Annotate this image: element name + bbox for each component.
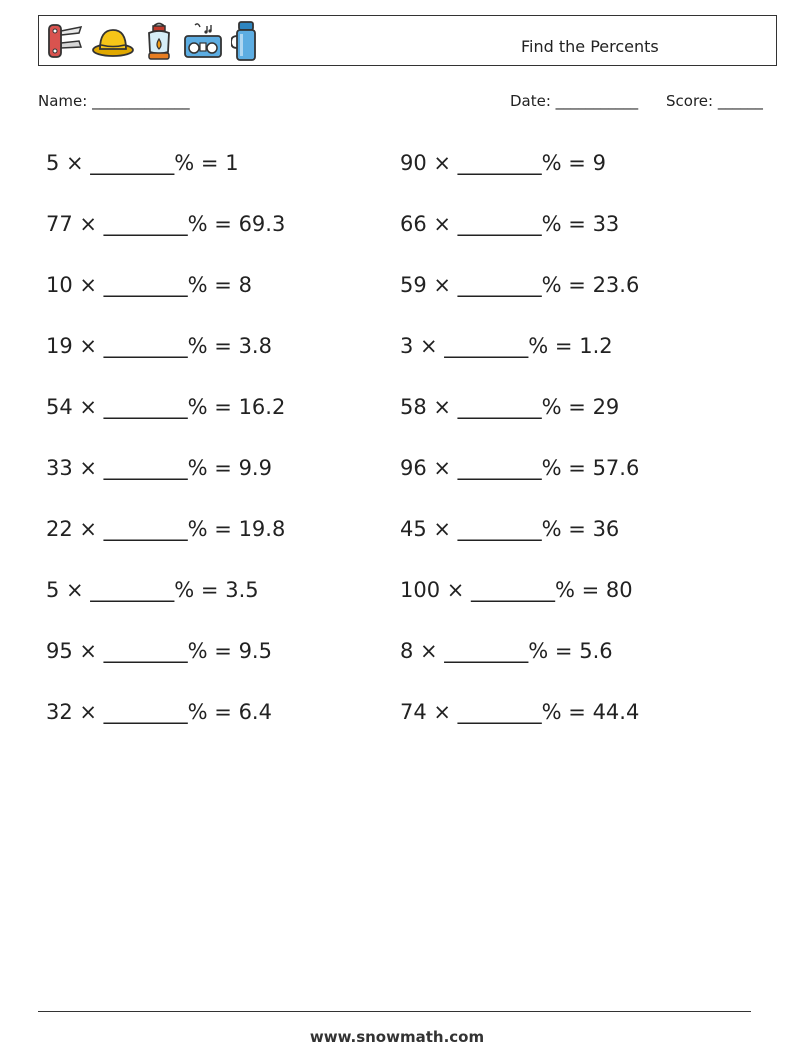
- worksheet-header: [38, 15, 777, 66]
- problem-11: 33 × ________% = 9.9: [46, 456, 272, 480]
- problem-6: 59 × ________% = 23.6: [400, 273, 640, 297]
- name-field: Name: _____________: [38, 92, 190, 110]
- date-field: Date: ___________: [510, 92, 639, 110]
- thermos-icon: [231, 20, 261, 62]
- problem-2: 90 × ________% = 9: [400, 151, 606, 175]
- lantern-icon: [143, 20, 175, 62]
- worksheet-title: Find the Percents: [521, 37, 659, 56]
- problem-4: 66 × ________% = 33: [400, 212, 620, 236]
- problem-18: 8 × ________% = 5.6: [400, 639, 613, 663]
- problem-14: 45 × ________% = 36: [400, 517, 620, 541]
- boombox-icon: [183, 21, 223, 61]
- problem-3: 77 × ________% = 69.3: [46, 212, 286, 236]
- problem-15: 5 × ________% = 3.5: [46, 578, 259, 602]
- problem-12: 96 × ________% = 57.6: [400, 456, 640, 480]
- problem-16: 100 × ________% = 80: [400, 578, 633, 602]
- problem-10: 58 × ________% = 29: [400, 395, 620, 419]
- problem-7: 19 × ________% = 3.8: [46, 334, 272, 358]
- footer-website[interactable]: www.snowmath.com: [309, 1028, 485, 1046]
- problem-5: 10 × ________% = 8: [46, 273, 252, 297]
- footer-divider: [38, 1011, 751, 1012]
- header-icons: [45, 20, 261, 62]
- problem-8: 3 × ________% = 1.2: [400, 334, 613, 358]
- problem-19: 32 × ________% = 6.4: [46, 700, 272, 724]
- problem-1: 5 × ________% = 1: [46, 151, 239, 175]
- pocket-knife-icon: [45, 21, 83, 61]
- problem-9: 54 × ________% = 16.2: [46, 395, 286, 419]
- bowler-hat-icon: [91, 21, 135, 61]
- score-field: Score: ______: [666, 92, 763, 110]
- problem-20: 74 × ________% = 44.4: [400, 700, 640, 724]
- problem-13: 22 × ________% = 19.8: [46, 517, 286, 541]
- problem-17: 95 × ________% = 9.5: [46, 639, 272, 663]
